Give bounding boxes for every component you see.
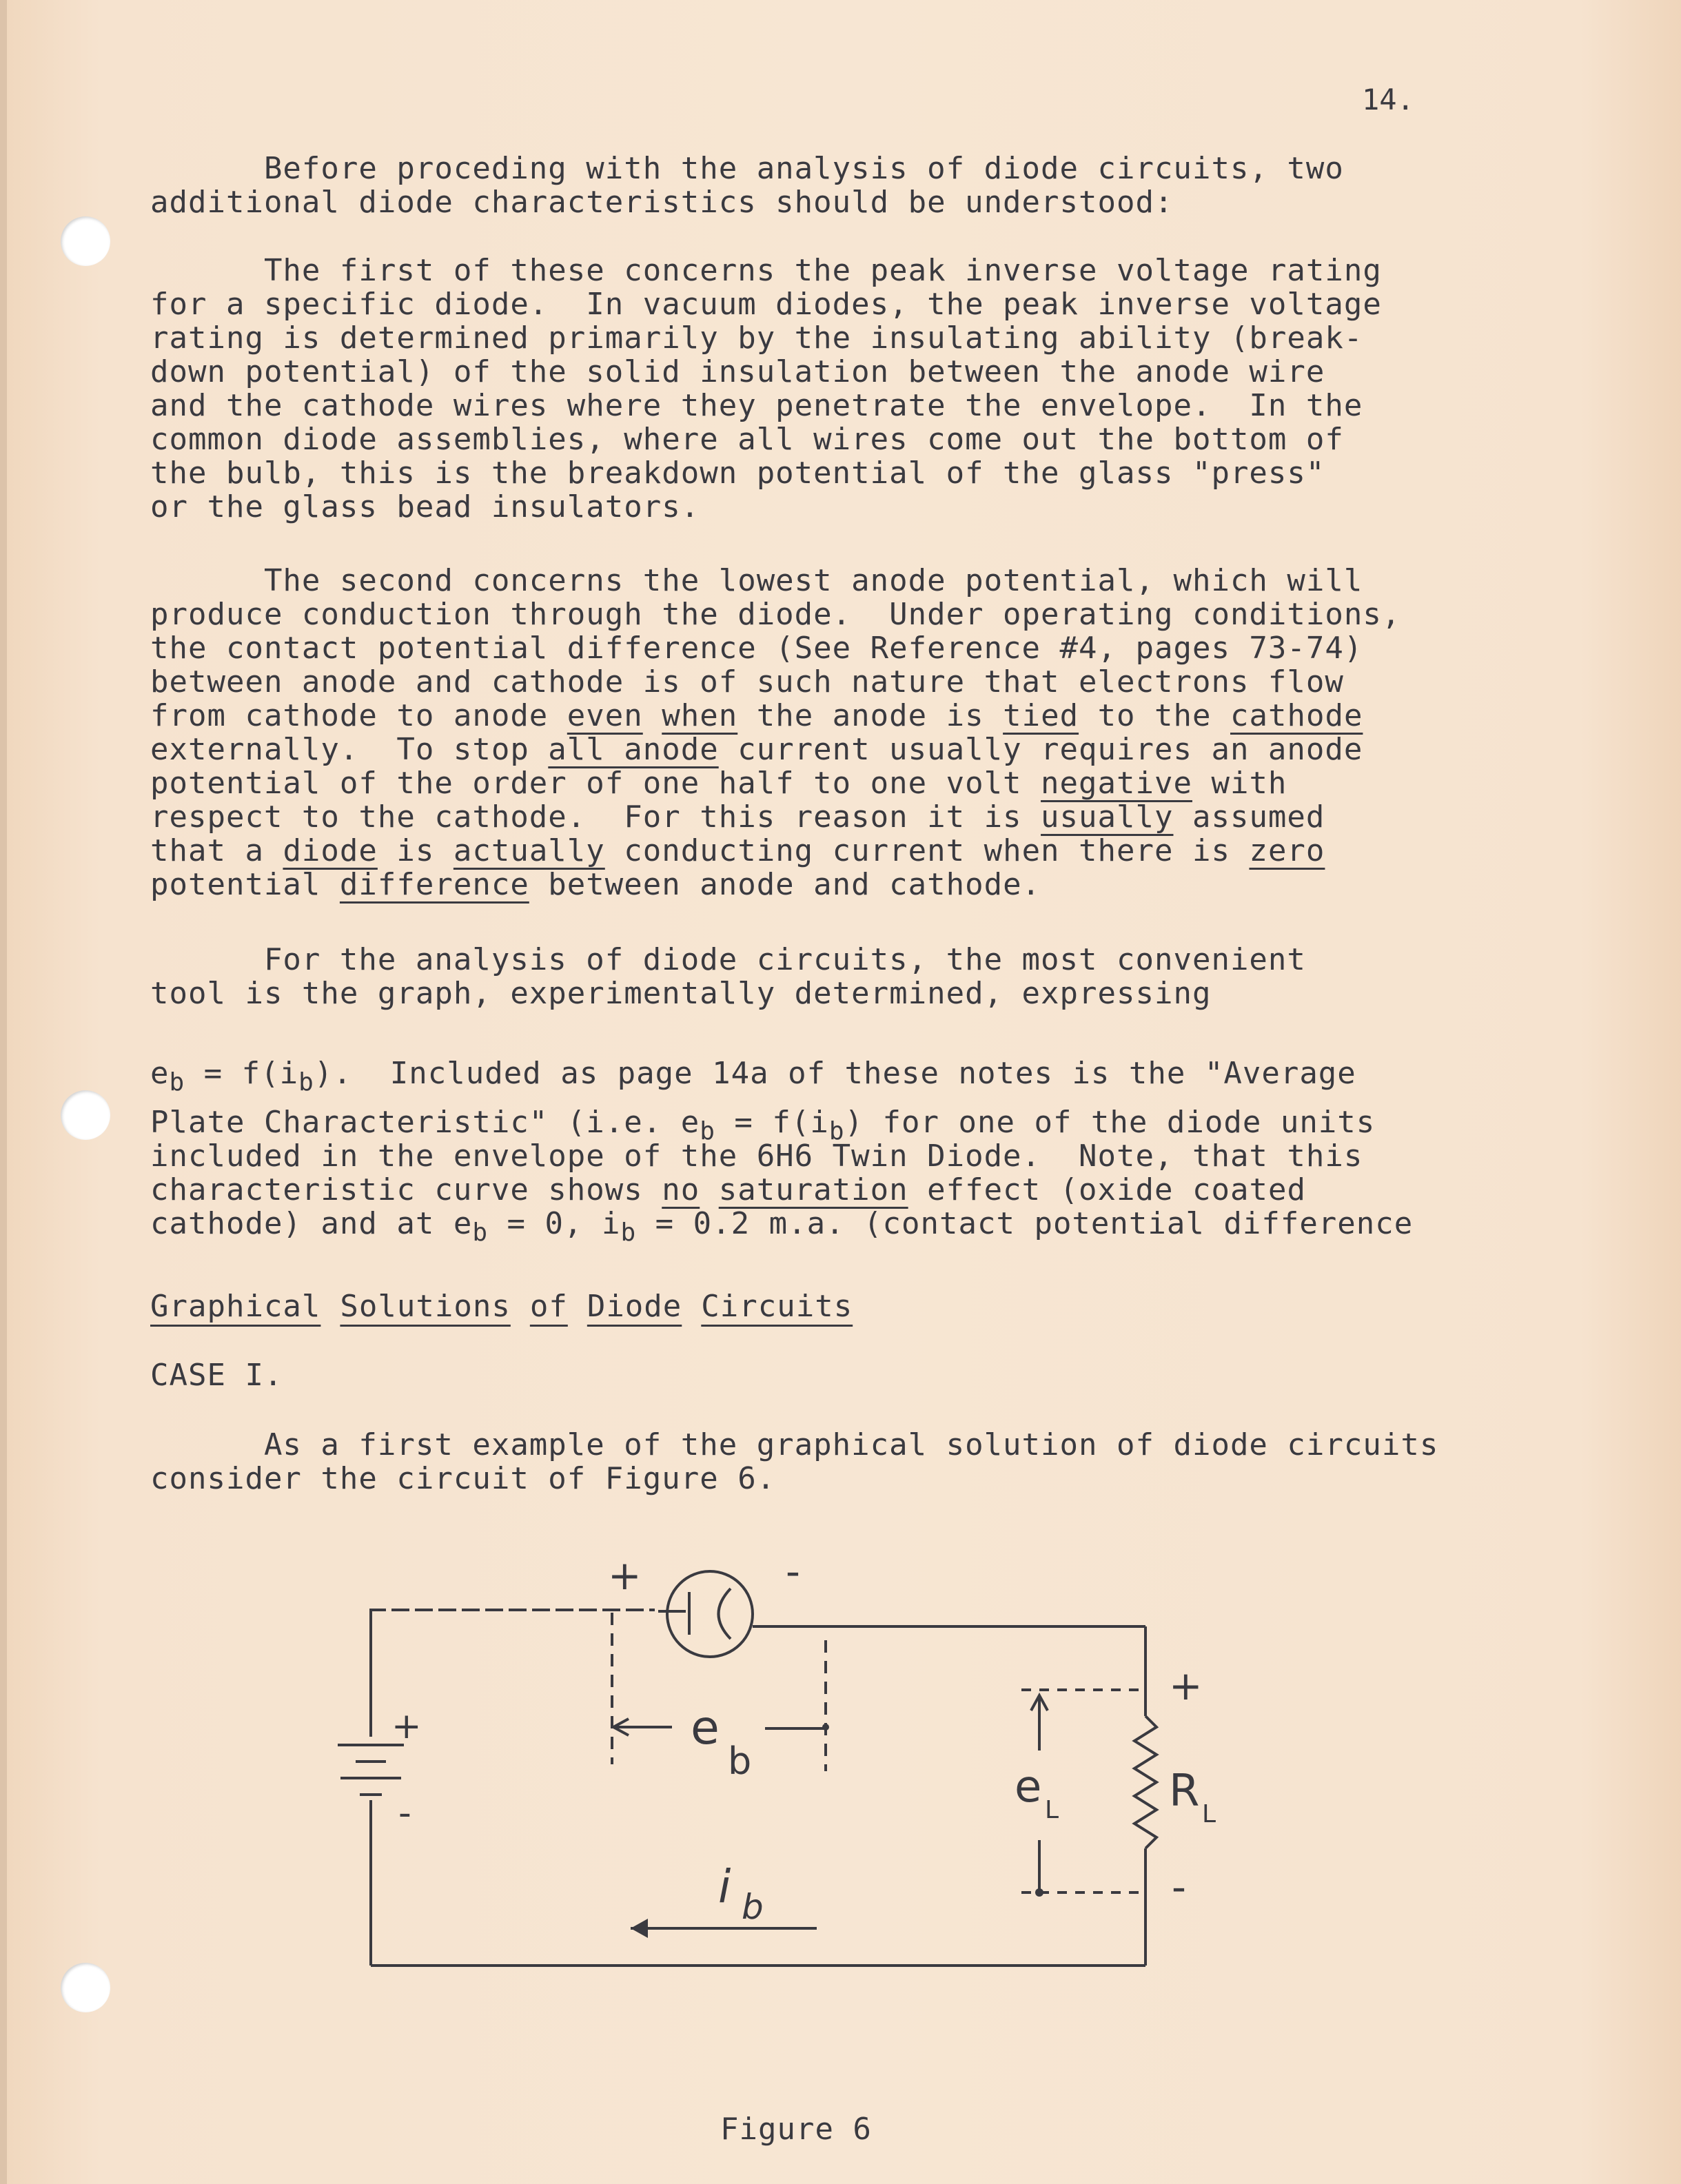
page-number: 14. [1362,83,1414,116]
text-line: the contact potential difference (See Reference #4, pages 73-74) [150,631,1363,666]
el-arrow-up-icon [1031,1695,1048,1751]
el-label: e [1015,1762,1042,1813]
rl-label: R [1169,1766,1200,1817]
cathode-arc [719,1589,731,1639]
rl-minus-label: - [1172,1864,1186,1910]
text-run: respect to the cathode. For this reason it is [150,799,1041,835]
text-line: or the glass bead insulators. [150,489,700,524]
text-line: for a specific diode. In vacuum diodes, the peak inverse voltage [150,287,1382,322]
text-line: between anode and cathode is of such nature that electrons flow [150,664,1344,700]
text-line: consider the circuit of Figure 6. [150,1461,776,1496]
underlined-word: all anode [548,732,719,767]
text-run: = 0.2 m.a. (contact potential difference [636,1206,1414,1241]
underlined-word: tied [1003,698,1079,733]
battery-minus-label: - [398,1793,411,1834]
text-line: The second concerns the lowest anode potential, which will [150,563,1363,598]
text-line: additional diode characteristics should be understood: [150,185,1174,220]
heading-word: of [529,1289,568,1324]
ib-arrowhead-icon [631,1919,648,1938]
underlined-word: when [662,698,738,733]
eb-subscript: b [728,1739,752,1783]
heading-word: Graphical [150,1289,321,1324]
text-run: current usually requires an anode [718,732,1363,767]
underlined-word: cathode [1230,698,1363,733]
underlined-word: usually [1041,799,1174,835]
text-run: assumed [1173,799,1325,835]
battery-plus-label: + [391,1706,422,1747]
ib-subscript: b [742,1887,764,1927]
heading-word: Diode [587,1289,682,1324]
text-line: Before proceding with the analysis of diode circuits, two [150,151,1344,186]
underlined-word: saturation [718,1172,908,1207]
text-line: and the cathode wires where they penetrate the envelope. In the [150,388,1363,423]
text-run: = f(i [185,1056,299,1091]
eb-dot [822,1724,829,1731]
text-run: = 0, i [488,1206,621,1241]
text-line: down potential) of the solid insulation between the anode wire [150,354,1325,389]
figure-caption: Figure 6 [720,2112,872,2147]
tube-minus-label: - [786,1548,800,1595]
text-run: from cathode to anode [150,698,567,733]
text-run: that a [150,833,283,868]
text-run: Plate Characteristic" (i.e. e [150,1105,700,1140]
rl-subscript: L [1202,1800,1216,1828]
case-label: CASE I. [150,1358,283,1393]
underlined-word: negative [1041,766,1192,801]
text-run: ). Included as page 14a of these notes is the "Average [314,1056,1356,1091]
text-line: common diode assemblies, where all wires come out the bottom of [150,422,1344,457]
tube-plus-label: + [608,1552,642,1599]
text-run: the anode is [737,698,1003,733]
top-wire-left [371,1610,655,1613]
subscript: b [828,1117,845,1145]
text-line: produce conduction through the diode. Under operating conditions, [150,597,1401,632]
underlined-word: actually [453,833,605,868]
el-subscript: L [1045,1796,1059,1824]
text-line: For the analysis of diode circuits, the most convenient [150,942,1306,977]
heading-word: Solutions [340,1289,511,1324]
text-run: = f(i [715,1105,829,1140]
text-run: externally. To stop [150,732,549,767]
text-run: is [377,833,454,868]
resistor-zigzag [1134,1716,1157,1848]
underlined-word: zero [1249,833,1325,868]
text-run: with [1192,766,1287,801]
text-run: ) for one of the diode units [844,1105,1376,1140]
subscript: b [472,1218,489,1247]
rl-plus-label: + [1169,1662,1203,1709]
text-line: the bulb, this is the breakdown potential of the glass "press" [150,456,1325,491]
diode-tube-icon [667,1571,753,1657]
text-run: characteristic curve shows [150,1172,662,1207]
text-line: The first of these concerns the peak inverse voltage rating [150,253,1382,288]
heading-word: Circuits [701,1289,853,1324]
text-line: included in the envelope of the 6H6 Twin Diode. Note, that this [150,1139,1363,1174]
underlined-word: even [567,698,643,733]
text-run: between anode and cathode. [529,867,1041,902]
subscript: b [298,1068,314,1096]
text-line: As a first example of the graphical solution of diode circuits [150,1427,1439,1462]
underlined-word: difference [339,867,529,902]
subscript: b [620,1218,637,1247]
text-run: potential of the order of one half to one volt [150,766,1041,801]
eb-label: e [691,1701,720,1755]
text-run: potential [150,867,340,902]
subscript: b [700,1117,715,1145]
el-dot [1035,1888,1043,1897]
subscript: b [169,1068,185,1096]
text-line: rating is determined primarily by the insulating ability (break- [150,320,1363,356]
underlined-word: no [662,1172,700,1207]
text-line: tool is the graph, experimentally determined, expressing [150,976,1212,1011]
text-run: conducting current when there is [604,833,1250,868]
text-run: to the [1079,698,1230,733]
text-run: e [150,1056,170,1091]
text-run: effect (oxide coated [908,1172,1306,1207]
text-run: cathode) and at e [150,1206,473,1241]
underlined-word: diode [283,833,378,868]
ib-label: i [718,1860,731,1913]
